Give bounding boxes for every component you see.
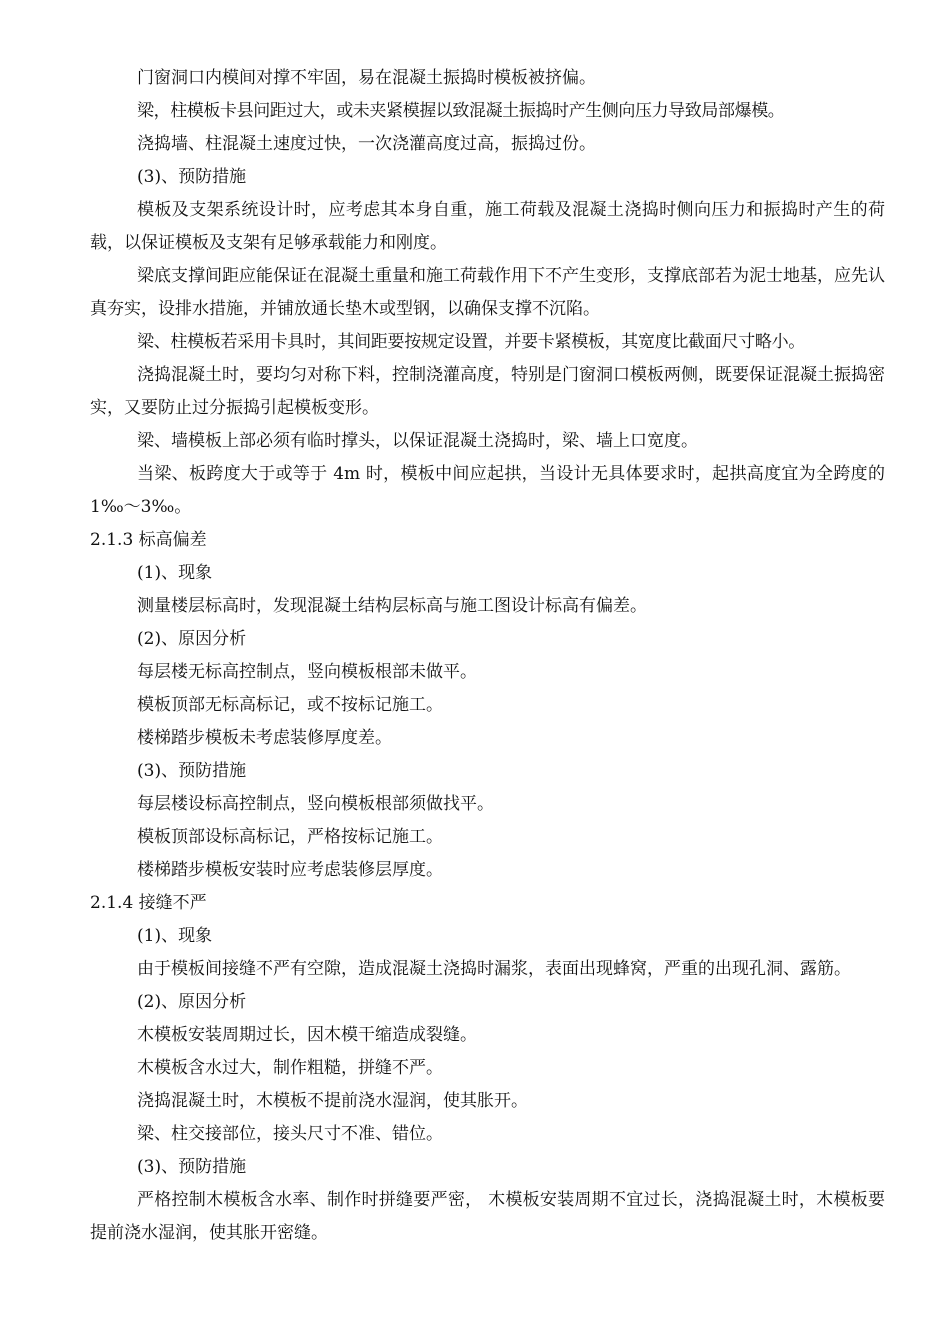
paragraph: 模板顶部无标高标记，或不按标记施工。	[137, 695, 443, 715]
paragraph: 木模板含水过大，制作粗糙，拼缝不严。	[137, 1058, 443, 1078]
section-heading: 2.1.4 接缝不严	[90, 893, 207, 913]
paragraph: 测量楼层标高时，发现混凝土结构层标高与施工图设计标高有偏差。	[137, 596, 647, 616]
paragraph: 浇捣墙、柱混凝土速度过快，一次浇灌高度过高，振捣过份。	[137, 134, 596, 154]
subsection-label: (3)、预防措施	[137, 167, 247, 187]
paragraph: 梁、墙模板上部必须有临时撑头，以保证混凝土浇捣时，梁、墙上口宽度。	[137, 431, 698, 451]
paragraph: 当梁、板跨度大于或等于 4m 时，模板中间应起拱，当设计无具体要求时，起拱高度宜为全跨度的 1‰～3‰。	[90, 464, 885, 517]
paragraph: 楼梯踏步模板未考虑装修厚度差。	[137, 728, 392, 748]
paragraph: 模板及支架系统设计时，应考虑其本身自重，施工荷载及混凝土浇捣时侧向压力和振捣时产生的荷载，以保证模板及支架有足够承载能力和刚度。	[90, 200, 885, 253]
paragraph: 梁底支撑间距应能保证在混凝土重量和施工荷载作用下不产生变形，支撑底部若为泥士地基，应先认真夯实，设排水措施，并铺放通长垫木或型钢，以确保支撑不沉陷。	[90, 266, 885, 319]
document-page	[90, 62, 885, 1250]
paragraph: 严格控制木模板含水率、制作时拼缝要严密， 木模板安装周期不宜过长，浇捣混凝土时，木模板要提前浇水湿润，使其胀开密缝。	[90, 1190, 885, 1243]
paragraph: 楼梯踏步模板安装时应考虑装修层厚度。	[137, 860, 443, 880]
paragraph: 每层楼设标高控制点，竖向模板根部须做找平。	[137, 794, 494, 814]
paragraph: 每层楼无标高控制点，竖向模板根部未做平。	[137, 662, 477, 682]
subsection-label: (1)、现象	[137, 563, 213, 583]
subsection-label: (3)、预防措施	[137, 761, 247, 781]
paragraph: 梁、柱交接部位，接头尺寸不准、错位。	[137, 1124, 443, 1144]
subsection-label: (2)、原因分析	[137, 629, 247, 649]
subsection-label: (3)、预防措施	[137, 1157, 247, 1177]
section-heading: 2.1.3 标高偏差	[90, 530, 207, 550]
paragraph: 门窗洞口内模间对撑不牢固，易在混凝土振捣时模板被挤偏。	[137, 68, 596, 88]
paragraph: 浇捣混凝土时，木模板不提前浇水湿润，使其胀开。	[137, 1091, 528, 1111]
paragraph: 浇捣混凝土时，要均匀对称下料，控制浇灌高度，特别是门窗洞口模板两侧，既要保证混凝土振捣密实，又要防止过分振捣引起模板变形。	[90, 365, 885, 418]
subsection-label: (1)、现象	[137, 926, 213, 946]
paragraph: 模板顶部设标高标记，严格按标记施工。	[137, 827, 443, 847]
paragraph: 梁，柱模板卡县问距过大，或未夹紧模握以致混凝土振捣时产生侧向压力导致局部爆模。	[137, 101, 785, 121]
paragraph: 梁、柱模板若采用卡具时，其间距要按规定设置，并要卡紧模板，其宽度比截面尺寸略小。	[137, 332, 805, 352]
paragraph: 木模板安装周期过长，因木模干缩造成裂缝。	[137, 1025, 477, 1045]
paragraph: 由于模板间接缝不严有空隙，造成混凝土浇捣时漏浆，表面出现蜂窝，严重的出现孔洞、露筋。	[137, 959, 851, 979]
subsection-label: (2)、原因分析	[137, 992, 247, 1012]
